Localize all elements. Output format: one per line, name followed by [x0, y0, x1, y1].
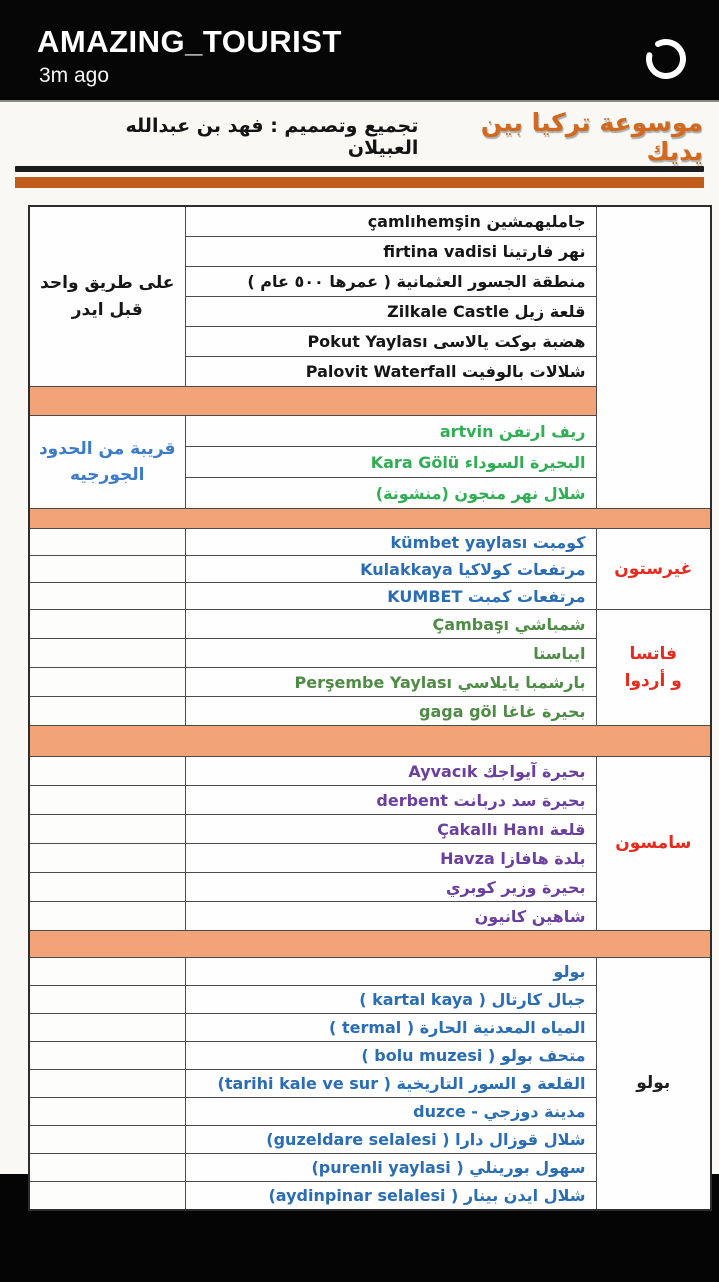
- section-label-bolu: بولو: [596, 958, 711, 1211]
- black-rule: [15, 166, 704, 172]
- left-empty-cell: [29, 902, 185, 931]
- section-label-line: و أردوا: [624, 670, 682, 691]
- right-empty-cell: [596, 206, 711, 509]
- left-empty-cell: [29, 1070, 185, 1098]
- left-empty-cell: [29, 757, 185, 786]
- section-label-fatsa-ordu: [596, 610, 711, 726]
- place-row: نهر فارتينا firtina vadisi: [185, 237, 596, 267]
- separator-row: [29, 931, 711, 958]
- section-label-line: فاتسا: [629, 644, 678, 665]
- open-ring-icon: [643, 36, 689, 82]
- place-row: مرتفعات كمبت KUMBET: [185, 583, 596, 610]
- section-label-line: قريبة من الحدود: [38, 438, 176, 459]
- section-label-georgian-border: [29, 416, 185, 509]
- section-label-giresun: غيرستون: [596, 529, 711, 610]
- place-row: شلال نهر منجون (منشونة): [185, 478, 596, 509]
- separator-row: [29, 509, 711, 529]
- story-username: AMAZING_TOURIST: [37, 24, 342, 59]
- place-row: جامليهمشين çamlıhemşin: [185, 206, 596, 237]
- left-empty-cell: [29, 1042, 185, 1070]
- orange-separator: [29, 726, 711, 757]
- story-top-bar: [0, 0, 719, 100]
- place-row: شاهين كانيون: [185, 902, 596, 931]
- left-empty-cell: [29, 697, 185, 726]
- left-empty-cell: [29, 958, 185, 986]
- table-row: [29, 206, 711, 237]
- place-row: بحيرة غاغا gaga göl: [185, 697, 596, 726]
- section-label-line: الجورجيه: [70, 465, 145, 485]
- left-empty-cell: [29, 639, 185, 668]
- place-row: المياه المعدنية الحارة ( termal ): [185, 1014, 596, 1042]
- left-empty-cell: [29, 1098, 185, 1126]
- section-label-samsun: سامسون: [596, 757, 711, 931]
- place-row: شمباشي Çambaşı: [185, 610, 596, 639]
- place-row: منطقة الجسور العثمانية ( عمرها ٥٠٠ عام ): [185, 267, 596, 297]
- section-label-rize-road: [29, 206, 185, 387]
- place-row: متحف بولو ( bolu muzesi ): [185, 1042, 596, 1070]
- place-row: بحيرة وزير كوبري: [185, 873, 596, 902]
- separator-row: [29, 726, 711, 757]
- place-row: بلدة هافازا Havza: [185, 844, 596, 873]
- left-empty-cell: [29, 844, 185, 873]
- place-row: قلعة زيل Zilkale Castle: [185, 297, 596, 327]
- left-empty-cell: [29, 986, 185, 1014]
- left-empty-cell: [29, 873, 185, 902]
- credit-text: تجميع وتصميم : فهد بن عبدالله العبيلان: [125, 115, 419, 159]
- place-row: ريف ارتفن artvin: [185, 416, 596, 447]
- left-empty-cell: [29, 529, 185, 556]
- place-row: شلال قوزال دارا ( guzeldare selalesi): [185, 1126, 596, 1154]
- place-row: هضبة بوكت يالاسى Pokut Yaylası: [185, 327, 596, 357]
- places-table: [28, 205, 712, 1211]
- left-empty-cell: [29, 668, 185, 697]
- place-row: بحيرة سد دربانت derbent: [185, 786, 596, 815]
- place-row: كومبت kümbet yaylası: [185, 529, 596, 556]
- section-label-line: قبل ايدر: [71, 299, 143, 320]
- place-row: بحيرة آيواجك Ayvacık: [185, 757, 596, 786]
- left-empty-cell: [29, 1182, 185, 1211]
- place-row: سهول بورينلي ( purenli yaylasi): [185, 1154, 596, 1182]
- orange-separator: [29, 509, 711, 529]
- place-row: جبال كارتال ( kartal kaya ): [185, 986, 596, 1014]
- section-label-line: على طريق واحد: [40, 273, 175, 294]
- table-row: [29, 757, 711, 786]
- place-row: ايباستا: [185, 639, 596, 668]
- left-empty-cell: [29, 583, 185, 610]
- place-row: مرتفعات كولاكيا Kulakkaya: [185, 556, 596, 583]
- place-row: مدينة دوزجي - duzce: [185, 1098, 596, 1126]
- place-row: شلال ايدن بينار ( aydinpinar selalesi): [185, 1182, 596, 1211]
- place-row: بولو: [185, 958, 596, 986]
- left-empty-cell: [29, 1014, 185, 1042]
- place-row: البحيرة السوداء Kara Gölü: [185, 447, 596, 478]
- table-row: [29, 610, 711, 639]
- left-empty-cell: [29, 815, 185, 844]
- left-empty-cell: [29, 786, 185, 815]
- document-page: [0, 100, 719, 1205]
- left-empty-cell: [29, 610, 185, 639]
- table-row: [29, 529, 711, 556]
- place-row: قلعة Çakallı Hanı: [185, 815, 596, 844]
- left-empty-cell: [29, 1126, 185, 1154]
- place-row: القلعة و السور التاريخية ( tarihi kale ve sur): [185, 1070, 596, 1098]
- orange-separator: [29, 931, 711, 958]
- place-row: بارشمبا يايلاسي Perşembe Yaylası: [185, 668, 596, 697]
- table-row: [29, 958, 711, 986]
- orange-rule: [15, 177, 704, 188]
- story-timestamp: 3m ago: [39, 64, 110, 87]
- left-empty-cell: [29, 556, 185, 583]
- place-row: شلالات بالوفيت Palovit Waterfall: [185, 357, 596, 387]
- document-header: [0, 102, 719, 166]
- orange-separator: [29, 387, 596, 416]
- left-empty-cell: [29, 1154, 185, 1182]
- page-title: موسوعة تركيا بين يديك: [480, 108, 703, 166]
